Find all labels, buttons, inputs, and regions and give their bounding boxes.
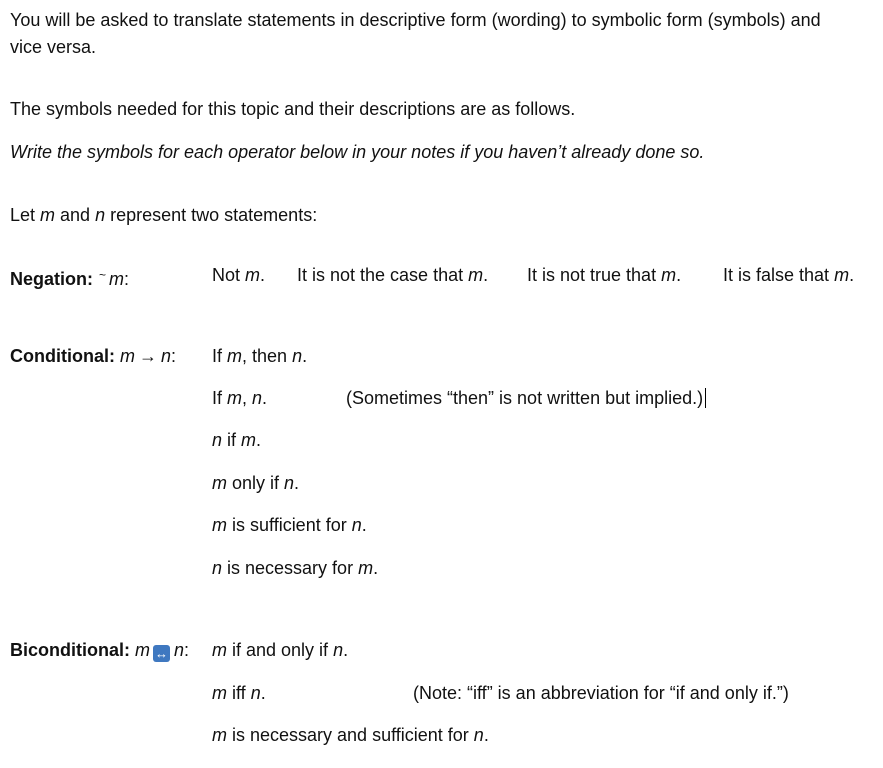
form-var: m — [241, 430, 257, 450]
text-cursor — [705, 388, 706, 408]
conditional-form-6 — [212, 557, 378, 579]
negation-form-4 — [723, 264, 854, 286]
let-post: represent two statements: — [105, 205, 318, 225]
form-text: is sufficient for — [227, 515, 352, 535]
left-right-arrow-icon: ↔ — [155, 646, 169, 661]
form-text: . — [483, 265, 489, 285]
form-text: . — [849, 265, 855, 285]
form-text: . — [676, 265, 682, 285]
form-text: . — [302, 346, 308, 366]
form-text: It is false that — [723, 265, 835, 285]
form-var: m — [227, 388, 243, 408]
conditional-form-5 — [212, 514, 367, 536]
symbols-line: The symbols needed for this topic and their descriptions are as follows. — [10, 99, 576, 119]
conditional-form-1 — [212, 345, 307, 367]
biconditional-colon: : — [184, 640, 190, 660]
biconditional-var-1: m — [135, 640, 151, 660]
conditional-label: Conditional: — [10, 346, 115, 366]
form-var: m — [245, 265, 261, 285]
form-text: . — [483, 725, 489, 745]
form-var: m — [661, 265, 677, 285]
conditional-var-2: n — [161, 346, 172, 366]
form-text: . — [343, 640, 349, 660]
form-text: only if — [227, 473, 285, 493]
form-var: m — [468, 265, 484, 285]
let-statement — [10, 204, 317, 226]
form-var: m — [212, 473, 227, 493]
conditional-form-2-note — [346, 387, 706, 409]
form-var: m — [212, 640, 227, 660]
form-text: It is not the case that — [297, 265, 469, 285]
form-text: . — [260, 265, 266, 285]
form-text: is necessary and sufficient for — [227, 725, 474, 745]
biconditional-form-2-note: (Note: “iff” is an abbreviation for “if and only if.”) — [413, 683, 789, 703]
instruction-line: Write the symbols for each operator below in your notes if you haven’t already done so. — [10, 142, 705, 162]
biconditional-var-2: n — [174, 640, 185, 660]
conditional-colon: : — [171, 346, 177, 366]
form-text: if and only if — [227, 640, 334, 660]
tilde-symbol: ~ — [99, 268, 107, 282]
let-and: and — [55, 205, 96, 225]
form-text: . — [373, 558, 379, 578]
negation-form-2 — [297, 264, 488, 286]
negation-colon: : — [124, 269, 130, 289]
form-var: n — [252, 388, 263, 408]
form-text: , then — [242, 346, 293, 366]
negation-label: Negation: — [10, 269, 93, 289]
form-var: m — [212, 683, 227, 703]
form-text: . — [260, 683, 266, 703]
intro-line-1: You will be asked to translate statements in descriptive form (wording) to symbolic form (symbols) and — [10, 10, 821, 30]
form-var: m — [834, 265, 850, 285]
form-var: n — [212, 430, 223, 450]
form-text: If — [212, 388, 228, 408]
form-var: m — [358, 558, 374, 578]
form-var: n — [250, 683, 261, 703]
form-text: . — [294, 473, 300, 493]
let-var-n: n — [95, 205, 106, 225]
conditional-form-3 — [212, 429, 261, 451]
biconditional-form-1 — [212, 639, 348, 661]
form-text: . — [361, 515, 367, 535]
conditional-form-2 — [212, 387, 267, 409]
conditional-heading — [10, 345, 176, 367]
biconditional-form-2 — [212, 682, 266, 704]
biconditional-label: Biconditional: — [10, 640, 130, 660]
form-var: n — [212, 558, 223, 578]
negation-form-3 — [527, 264, 681, 286]
let-pre: Let — [10, 205, 41, 225]
let-var-m: m — [40, 205, 56, 225]
form-var: n — [284, 473, 295, 493]
form-var: m — [212, 725, 227, 745]
form-var: n — [333, 640, 344, 660]
form-text: , — [242, 388, 253, 408]
form-var: n — [351, 515, 362, 535]
form-var: n — [473, 725, 484, 745]
conditional-form-4 — [212, 472, 299, 494]
negation-var: m — [109, 269, 125, 289]
note-text: (Sometimes “then” is not written but implied.) — [346, 388, 704, 408]
form-text: iff — [227, 683, 251, 703]
form-text: if — [222, 430, 242, 450]
form-text: is necessary for — [222, 558, 359, 578]
negation-form-1 — [212, 264, 265, 286]
biconditional-heading — [10, 639, 189, 662]
form-text: . — [262, 388, 268, 408]
right-arrow-icon: → — [139, 346, 157, 366]
form-text: Not — [212, 265, 246, 285]
form-var: m — [212, 515, 227, 535]
conditional-var-1: m — [120, 346, 135, 366]
form-var: n — [292, 346, 303, 366]
negation-heading — [10, 264, 129, 290]
biconditional-form-3 — [212, 724, 489, 746]
intro-line-2: vice versa. — [10, 37, 97, 57]
form-text: If — [212, 346, 228, 366]
form-text: . — [256, 430, 262, 450]
form-var: m — [227, 346, 243, 366]
form-text: It is not true that — [527, 265, 662, 285]
